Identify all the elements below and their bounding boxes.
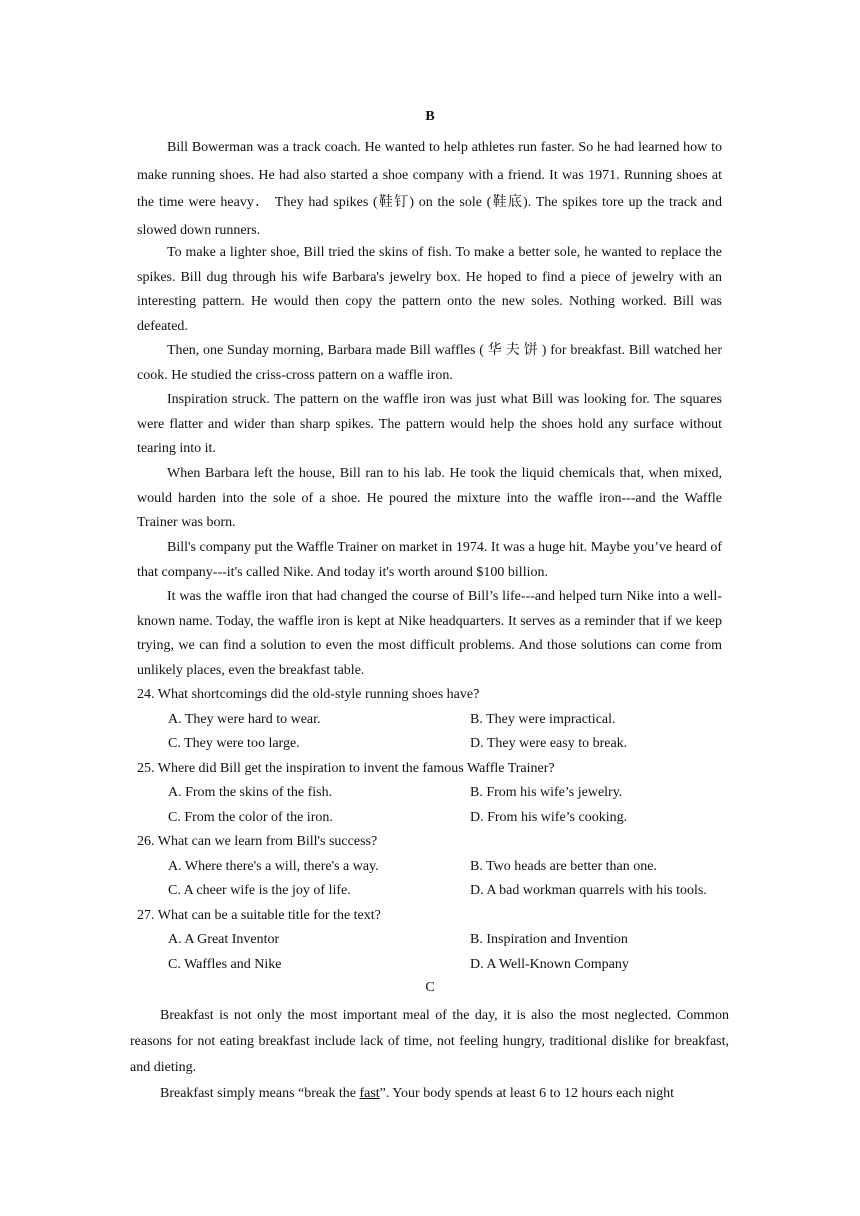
section-c-paragraph-2-end: ”. Your body spends at least 6 to 12 hours each night [379,1086,675,1101]
question-26-option-b: B. Two heads are better than one. [470,859,657,874]
section-c-paragraph-1: Breakfast is not only the most important meal of the day, it is also the most neglected. Common reasons for not eating breakfast include lack of time, not feeling hungry, traditional dislike for breakfast, and dieting. [130,1008,729,1075]
question-24-option-d: D. They were easy to break. [470,736,628,751]
question-27-option-b: B. Inspiration and Invention [470,932,628,947]
question-25-stem: 25. Where did Bill get the inspiration to invent the famous Waffle Trainer? [137,761,555,776]
question-26-option-a: A. Where there's a will, there's a way. [168,859,379,874]
section-b-heading: B [425,109,435,124]
question-27-stem: 27. What can be a suitable title for the text? [137,908,381,923]
section-c-paragraph-2-start: Breakfast simply means “break the [160,1086,360,1101]
question-25-option-b: B. From his wife’s jewelry. [470,785,623,800]
underlined-word-fast: fast [359,1086,380,1101]
question-25-option-c: C. From the color of the iron. [168,810,333,825]
section-c-paragraph-2 [130,1081,729,1107]
question-26-option-d: D. A bad workman quarrels with his tools. [470,883,707,898]
question-24-option-b: B. They were impractical. [470,712,616,727]
question-27-option-c: C. Waffles and Nike [168,957,282,972]
question-26-option-c: C. A cheer wife is the joy of life. [168,883,351,898]
question-25-option-d: D. From his wife’s cooking. [470,810,628,825]
section-b-paragraph-1: Bill Bowerman was a track coach. He wanted to help athletes run faster. So he had learned how to make running shoes. He had also started a shoe company with a friend. It was 1971. Running shoes at the time were heavy． They had spikes (鞋钉) on the sole (鞋底). The spikes tore up the track and slowed down runners. [137,140,722,238]
question-24-stem: 24. What shortcomings did the old-style running shoes have? [137,687,480,702]
question-24-option-a: A. They were hard to wear. [168,712,321,727]
question-26-stem: 26. What can we learn from Bill's success? [137,834,378,849]
question-25-option-a: A. From the skins of the fish. [168,785,333,800]
question-27-option-a: A. A Great Inventor [168,932,280,947]
question-24-option-c: C. They were too large. [168,736,300,751]
section-b-paragraph-6: Bill's company put the Waffle Trainer on market in 1974. It was a huge hit. Maybe you’ve heard of that company---it's called Nike. And today it's worth around $100 billion. [137,540,722,580]
section-b-paragraph-4: Inspiration struck. The pattern on the waffle iron was just what Bill was looking for. The squares were flatter and wider than sharp spikes. The pattern would help the shoes hold any surface without tearing into it. [137,392,722,456]
section-c-heading: C [425,980,435,995]
section-b-paragraph-5: When Barbara left the house, Bill ran to his lab. He took the liquid chemicals that, when mixed, would harden into the sole of a shoe. He poured the mixture into the waffle iron---and the Waffle Trainer was born. [137,466,722,530]
section-b-paragraph-3: Then, one Sunday morning, Barbara made Bill waffles ( 华 夫 饼 ) for breakfast. Bill watched her cook. He studied the criss-cross pattern on a waffle iron. [137,343,722,383]
section-b-paragraph-7: It was the waffle iron that had changed the course of Bill’s life---and helped turn Nike into a well-known name. Today, the waffle iron is kept at Nike headquarters. It serves as a reminder that if we keep trying, we can find a solution to even the most difficult problems. And those solutions can come from unlikely places, even the breakfast table. [137,589,722,678]
section-b-paragraph-2: To make a lighter shoe, Bill tried the skins of fish. To make a better sole, he wanted to replace the spikes. Bill dug through his wife Barbara's jewelry box. He hoped to find a piece of jewelry with an interesting pattern. He would then copy the pattern onto the new soles. Nothing worked. Bill was defeated. [137,245,722,334]
question-27-option-d: D. A Well-Known Company [470,957,629,972]
